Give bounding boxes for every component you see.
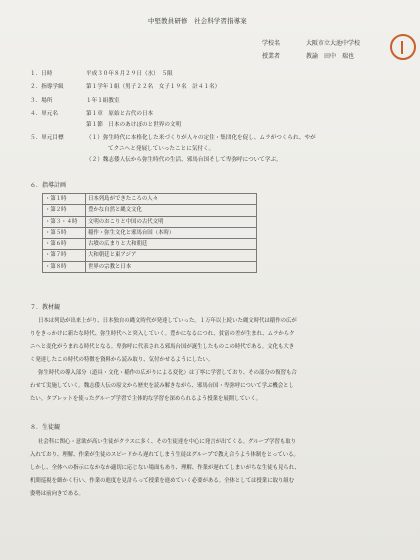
plan-topic: 文明のおこりと中国の古代文明 [86, 217, 257, 228]
plan-period: ・第６時 [43, 239, 86, 250]
plan-period: ・第５時 [43, 228, 86, 239]
plan-topic: 大和朝廷と東アジア [86, 250, 257, 261]
students-heading: ８．生徒観 [30, 424, 61, 431]
info-value: （２）魏志倭人伝から弥生時代の生活、邪馬台国そして卑弥呼について学ぶ。 [86, 157, 282, 163]
info-label: ２．指導学級 [30, 84, 64, 90]
plan-period: ・第２時 [43, 205, 86, 216]
students-line: しかし、全体への指示になかなか適切に応じない場面もあり、理解、作業が遅れてしまいがちな生徒も見られ、 [30, 465, 300, 471]
info-label: ４．単元名 [30, 111, 58, 117]
material-line: 弥生時代の導入部分（道具・文化・稲作の広がりによる変化）は丁寧に学習しており、その部分の復習も合 [38, 370, 297, 376]
table-row [43, 239, 257, 250]
binder-hole-icon [390, 34, 416, 60]
info-value: てクニへと発展していったことに気付く。 [108, 146, 215, 152]
info-value: １年１組教室 [86, 98, 120, 104]
plan-topic: 豊かな自然と縄文文化 [86, 205, 257, 216]
students-line: 机間巡視を細かく行い、作業の進度を見計らって授業を進めていく必要がある。全体としては授業に取り組む [30, 478, 295, 484]
material-heading: ７．教材観 [30, 304, 61, 311]
info-label: ５．単元目標 [30, 135, 64, 141]
plan-heading: ６．指導計画 [30, 182, 67, 189]
plan-period: ・第１時 [43, 194, 86, 205]
plan-period: ・第３・４時 [43, 217, 86, 228]
table-row [43, 262, 257, 273]
table-row [43, 194, 257, 205]
table-row [43, 228, 257, 239]
material-line: ニへと変化がうまれる時代となる。卑弥呼に代表される邪馬台国が誕生したものこの時代である。文化も大き [30, 344, 295, 350]
plan-period: ・第８時 [43, 262, 86, 273]
info-value: （１）弥生時代に本格化した米づくりが人々の定住・集団化を促し、ムラがつくられ、やが [86, 135, 316, 141]
info-value: 第１節 日本のあけぼのと世界の文明 [86, 122, 182, 128]
teacher-label: 授業者 [262, 53, 281, 60]
material-line: く発達したこの時代の特徴を資料から読み取り、気付かせるようにしたい。 [30, 357, 214, 363]
plan-topic: 世界の宗教と日本 [86, 262, 257, 273]
students-line: 社会科に関心・意欲が高い生徒がクラスに多く、その生徒達を中心に発言が出てくる。グループ学習も取り [38, 439, 297, 445]
material-line: たい。タブレットを使ったグループ学習で主体的な学習を深められるよう授業を展開していく。 [30, 396, 261, 402]
plan-table [42, 193, 257, 273]
school-label: 学校名 [262, 40, 281, 47]
info-value: 平成３０年８月２９日（水） ５限 [86, 71, 173, 77]
table-row [43, 205, 257, 216]
students-line: 姿勢は前向きである。 [30, 491, 84, 497]
info-value: 第１学年１組（男子２２名 女子１９名 計４１名） [86, 84, 221, 90]
plan-topic: 稲作・弥生文化と邪馬台国（本時） [86, 228, 257, 239]
students-line: 入れており、理解、作業が生徒のスピードから遅れてしまう生徒はグループで教え合うよう体制をとっている。 [30, 452, 299, 458]
plan-period: ・第７時 [43, 250, 86, 261]
plan-topic: 日本列島ができたころの人々 [86, 194, 257, 205]
teacher-value: 教諭 田中 瑞也 [306, 53, 355, 60]
plan-topic: 古墳の広まりと大和朝廷 [86, 239, 257, 250]
info-label: １．日時 [30, 71, 53, 77]
info-label: ３．場所 [30, 98, 53, 104]
document-title: 中堅教員研修 社会科学習指導案 [148, 17, 247, 25]
material-line: 日本は列島が出来上がり、日本独自の縄文時代が発達していった。１万年以上続いた縄文時代は稲作の広が [38, 318, 297, 324]
table-row [43, 217, 257, 228]
material-line: りをきっかけに新たな時代、弥生時代へと突入していく。豊かになるにつれ、貧富の差が生まれ、ムラからク [30, 331, 295, 337]
table-row [43, 250, 257, 261]
info-value: 第１章 原始と古代の日本 [86, 111, 154, 117]
school-value: 大阪市立大池中学校 [306, 40, 361, 47]
material-line: わせて実施していく。魏志倭人伝の原文から歴史を読み解きながら、邪馬台国・卑弥呼について学ぶ機会とし [30, 383, 294, 389]
